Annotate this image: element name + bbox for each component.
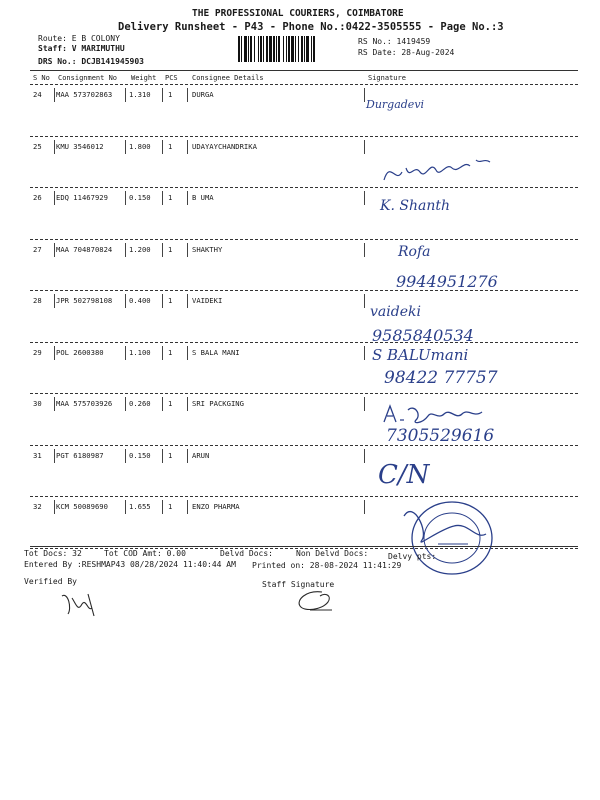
column-separator [187, 140, 188, 154]
column-separator [125, 449, 126, 463]
column-separator [54, 243, 55, 257]
row-pcs: 1 [168, 193, 173, 202]
column-separator [187, 243, 188, 257]
row-divider [30, 393, 578, 394]
total-docs: Tot Docs: 32 [24, 549, 82, 558]
column-separator [162, 88, 163, 102]
column-separator [364, 88, 365, 102]
printed-on: Printed on: 28-08-2024 11:41:29 [252, 561, 402, 570]
col-header-pcs: PCS [165, 74, 178, 82]
company-stamp [398, 496, 498, 582]
column-separator [364, 397, 365, 411]
row-sno: 26 [33, 193, 42, 202]
row-pcs: 1 [168, 502, 173, 511]
row-pcs: 1 [168, 244, 173, 254]
column-separator [187, 500, 188, 514]
row-divider [30, 342, 578, 343]
column-separator [125, 346, 126, 360]
row-pcs: 1 [168, 399, 173, 408]
non-delivered-docs: Non Delvd Docs: [296, 549, 369, 558]
row-weight: 1.100 [129, 347, 151, 357]
row-pcs: 1 [168, 450, 173, 460]
column-separator [54, 397, 55, 411]
row-pcs: 1 [168, 347, 173, 357]
row-consignee: S BALA MANI [192, 347, 240, 357]
row-consignment-no: POL 2600380 [56, 347, 104, 357]
table-top-rule [30, 70, 578, 71]
column-separator [187, 449, 188, 463]
row-sno: 29 [33, 347, 42, 357]
column-separator [187, 191, 188, 205]
column-separator [187, 346, 188, 360]
column-separator [125, 397, 126, 411]
column-separator [54, 294, 55, 308]
col-header-consignee: Consignee Details [192, 74, 264, 82]
row-sno: 30 [33, 399, 42, 408]
row-weight: 1.800 [129, 141, 151, 151]
table-header-rule [30, 84, 578, 85]
row-sno: 24 [33, 90, 42, 99]
signature-row-27-name: Rofa [398, 244, 431, 260]
row-sno: 27 [33, 244, 42, 254]
row-divider [30, 136, 578, 137]
row-sno: 28 [33, 296, 42, 305]
row-consignment-no: KMU 3546012 [56, 141, 104, 151]
total-cod-amount: Tot COD Amt: 0.00 [104, 549, 186, 558]
drs-number: DRS No.: DCJB141945903 [38, 57, 144, 66]
row-sno: 31 [33, 450, 42, 460]
row-divider [30, 445, 578, 446]
column-separator [125, 294, 126, 308]
column-separator [125, 191, 126, 205]
delivery-points: Delvy pts: [388, 552, 437, 561]
row-consignee: ENZO PHARMA [192, 502, 240, 511]
col-header-consignment: Consignment No [58, 74, 118, 82]
column-separator [187, 397, 188, 411]
col-header-signature: Signature [368, 74, 406, 82]
column-separator [125, 243, 126, 257]
staff-signature [292, 588, 342, 618]
row-consignment-no: MAA 573702863 [56, 90, 113, 99]
route-label: Route: E B COLONY [38, 34, 120, 43]
column-separator [162, 449, 163, 463]
signature-row-29-phone: 98422 77757 [384, 368, 498, 388]
row-pcs: 1 [168, 141, 173, 151]
staff-label: Staff: V MARIMUTHU [38, 44, 125, 53]
row-consignment-no: MAA 575703926 [56, 399, 113, 408]
row-sno: 25 [33, 141, 42, 151]
column-separator [364, 449, 365, 463]
column-separator [125, 88, 126, 102]
signature-row-29-name: S BALUmani [372, 346, 469, 364]
row-pcs: 1 [168, 90, 173, 99]
signature-row-28-name: vaideki [370, 304, 421, 320]
delivered-docs: Delvd Docs: [220, 549, 273, 558]
row-weight: 0.150 [129, 450, 151, 460]
column-separator [364, 294, 365, 308]
row-pcs: 1 [168, 296, 173, 305]
column-separator [54, 449, 55, 463]
column-separator [162, 500, 163, 514]
column-separator [162, 243, 163, 257]
verified-by-label: Verified By [24, 577, 77, 586]
verified-by-signature [58, 590, 108, 624]
column-separator [54, 140, 55, 154]
column-separator [364, 243, 365, 257]
column-separator [54, 500, 55, 514]
row-consignment-no: PGT 6180987 [56, 450, 104, 460]
row-consignee: VAIDEKI [192, 296, 223, 305]
column-separator [54, 88, 55, 102]
signature-row-25 [380, 150, 500, 194]
row-consignee: B UMA [192, 193, 214, 202]
column-separator [162, 346, 163, 360]
rs-date: RS Date: 28-Aug-2024 [358, 48, 455, 57]
row-weight: 1.200 [129, 244, 151, 254]
column-separator [162, 191, 163, 205]
row-consignee: ARUN [192, 450, 210, 460]
row-weight: 1.310 [129, 90, 151, 99]
row-consignment-no: JPR 502798108 [56, 296, 113, 305]
row-weight: 1.655 [129, 502, 151, 511]
signature-row-24: Durgadevi [366, 98, 425, 111]
column-separator [162, 397, 163, 411]
column-separator [125, 500, 126, 514]
row-consignment-no: KCM 50089690 [56, 502, 108, 511]
runsheet-title: Delivery Runsheet - P43 - Phone No.:0422-3505555 - Page No.:3 [118, 21, 504, 33]
signature-row-26: K. Shanth [380, 198, 450, 214]
col-header-sno: S No [33, 74, 50, 82]
column-separator [364, 346, 365, 360]
rs-number: RS No.: 1419459 [358, 37, 431, 46]
row-weight: 0.260 [129, 399, 151, 408]
column-separator [364, 140, 365, 154]
barcode [238, 36, 350, 62]
row-sno: 32 [33, 502, 42, 511]
row-weight: 0.150 [129, 193, 151, 202]
row-consignment-no: EDQ 11467929 [56, 193, 108, 202]
signature-row-31: C/N [378, 460, 430, 490]
column-separator [364, 500, 365, 514]
column-separator [54, 191, 55, 205]
row-consignment-no: MAA 704870824 [56, 244, 113, 254]
row-weight: 0.400 [129, 296, 151, 305]
column-separator [162, 294, 163, 308]
company-name: THE PROFESSIONAL COURIERS, COIMBATORE [192, 8, 404, 19]
row-consignee: SRI PACKGING [192, 399, 244, 408]
signature-row-30-phone: 7305529616 [386, 426, 495, 446]
row-consignee: DURGA [192, 90, 214, 99]
column-separator [187, 88, 188, 102]
table-bottom-rule [30, 546, 578, 547]
signature-row-27-phone: 9944951276 [396, 272, 498, 291]
column-separator [364, 191, 365, 205]
col-header-weight: Weight [131, 74, 157, 82]
row-consignee: UDAYAYCHANDRIKA [192, 141, 257, 151]
column-separator [162, 140, 163, 154]
column-separator [125, 140, 126, 154]
staff-signature-label: Staff Signature [262, 580, 335, 589]
signature-row-28-phone: 9585840534 [372, 326, 474, 345]
row-divider [30, 239, 578, 240]
column-separator [187, 294, 188, 308]
entered-by: Entered By :RESHMAP43 08/28/2024 11:40:44 AM [24, 560, 236, 569]
row-consignee: SHAKTHY [192, 244, 223, 254]
column-separator [54, 346, 55, 360]
